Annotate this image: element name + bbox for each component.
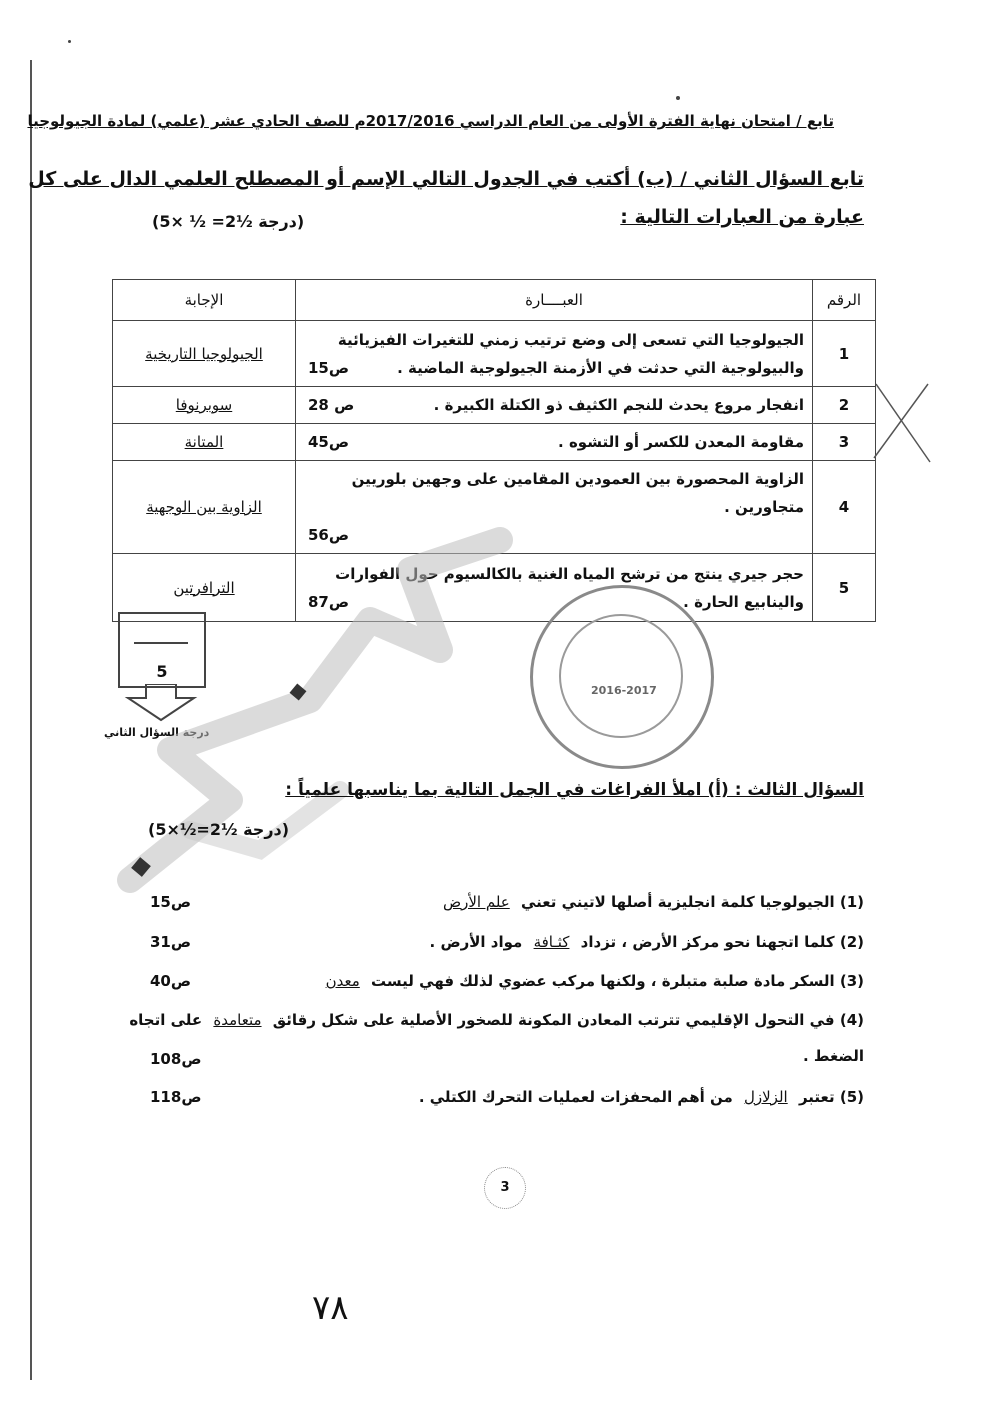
- page-ref: ص45: [308, 433, 350, 451]
- item-text: (4) في التحول الإقليمي تترتب المعادن المكونة للصخور الأصلية على شكل رقائق: [272, 1011, 864, 1029]
- speck: [68, 40, 71, 43]
- row-answer: [113, 387, 296, 424]
- page-ref: ص40: [150, 972, 192, 990]
- item-answer: علم الأرض: [442, 893, 510, 911]
- answer-text: الزاوية بين الوجهية: [146, 498, 262, 516]
- row-answer: [113, 424, 296, 461]
- answer-text: سوبرنوفا: [175, 396, 233, 414]
- page-ref: ص56: [308, 526, 350, 544]
- handwritten-page-number: ٧٨: [312, 1288, 349, 1328]
- question2-title: تابع السؤال الثاني / (ب) أكتب في الجدول التالي الإسم أو المصطلح العلمي الدال على كل: [28, 168, 864, 190]
- row-answer: [113, 321, 296, 387]
- row-num: 4: [813, 461, 876, 554]
- statement-text: الزاوية المحصورة بين العمودين المقامين على وجهين بلوريين متجاورين .: [351, 470, 804, 516]
- answer-text: المتانة: [184, 433, 224, 451]
- fill-item: [129, 1011, 864, 1029]
- item-answer: متعامدة: [213, 1011, 262, 1029]
- question3-score: (5×½=2½ درجة): [148, 820, 290, 839]
- exam-header: تابع / امتحان نهاية الفترة الأولى من العام الدراسي 2017/2016م للصف الحادي عشر (علمي) لمادة الجيولوجيا: [27, 112, 834, 130]
- page-number: 3: [484, 1167, 526, 1209]
- degree-value: 5: [156, 662, 168, 681]
- statement-text: حجر جيري ينتج من ترشح المياه الغنية بالكالسيوم حول الفوارات والينابيع الحارة .: [335, 564, 804, 611]
- table-row: [113, 424, 876, 461]
- row-statement: [296, 321, 813, 387]
- fill-item-continuation: الضغط .: [802, 1047, 864, 1065]
- question2-title-cont: عبارة من العبارات التالية :: [620, 206, 864, 228]
- answer-key-watermark-icon: [110, 500, 570, 900]
- official-stamp: [530, 585, 714, 769]
- stamp-inner-ring: [559, 614, 683, 738]
- item-text: (3) السكر مادة صلبة متبلرة ، ولكنها مركب عضوي لذلك فهي ليست: [371, 972, 864, 990]
- statement-text: مقاومة المعدن للكسر أو التشوه .: [558, 433, 804, 451]
- page-ref: ص108: [150, 1050, 202, 1068]
- page-ref: ص15: [150, 893, 192, 911]
- fill-item: [320, 972, 864, 990]
- answer-text: الجيولوجيا التاريخية: [145, 344, 263, 363]
- speck: [676, 96, 680, 100]
- degree-label: درجة السؤال الثاني: [104, 726, 210, 739]
- item-text: (2) كلما اتجهنا نحو مركز الأرض ، تزداد: [580, 933, 864, 951]
- item-text-after: على اتجاه: [129, 1011, 203, 1029]
- row-num: 5: [813, 554, 876, 622]
- stamp-year: 2016-2017: [591, 684, 657, 697]
- row-statement: [296, 424, 813, 461]
- page-ref: ص87: [308, 592, 350, 611]
- left-margin-line: [30, 60, 32, 1380]
- statement-text: انفجار مروع يحدث للنجم الكثيف ذو الكتلة الكبيرة .: [433, 396, 804, 414]
- item-text-after: من أهم المحفزات لعمليات التحرك الكتلي .: [418, 1088, 733, 1106]
- header-answer: الإجابة: [113, 280, 296, 321]
- page-ref: ص15: [308, 358, 350, 377]
- fill-item: [430, 933, 864, 951]
- header-statement: العبــــارة: [296, 280, 813, 321]
- row-statement: [296, 387, 813, 424]
- fill-item: [437, 893, 864, 911]
- item-answer: كثـافة: [533, 933, 570, 951]
- row-num: 1: [813, 321, 876, 387]
- cross-mark-icon: [868, 378, 938, 468]
- table-row: [113, 387, 876, 424]
- question2-score: (5× ½ =2½ درجة): [152, 212, 305, 231]
- item-text-after: مواد الأرض .: [429, 933, 523, 951]
- header-num: الرقم: [813, 280, 876, 321]
- item-answer: معدن: [325, 972, 360, 990]
- item-text: (1) الجيولوجيا كلمة انجليزية أصلها لاتيني تعني: [520, 893, 864, 911]
- statement-text: الجيولوجيا التي تسعى إلى وضع ترتيب زمني للتغيرات الفيزيائية والبيولوجية التي حدثت في الأزمنة الجيولوجية الماضية .: [337, 330, 804, 377]
- fill-item: [419, 1088, 864, 1106]
- question3-title: السؤال الثالث : (أ) املأ الفراغات في الجمل التالية بما يناسبها علمياً :: [285, 780, 864, 800]
- page-ref: ص118: [150, 1088, 202, 1106]
- page-ref: ص 28: [308, 396, 355, 414]
- answer-text: الترافرتين: [173, 578, 235, 597]
- page-ref: ص31: [150, 933, 192, 951]
- row-num: 3: [813, 424, 876, 461]
- table-header-row: [113, 280, 876, 321]
- row-num: 2: [813, 387, 876, 424]
- item-answer: الزلازل: [743, 1088, 788, 1106]
- item-text: (5) تعتبر: [798, 1088, 864, 1106]
- table-row: [113, 321, 876, 387]
